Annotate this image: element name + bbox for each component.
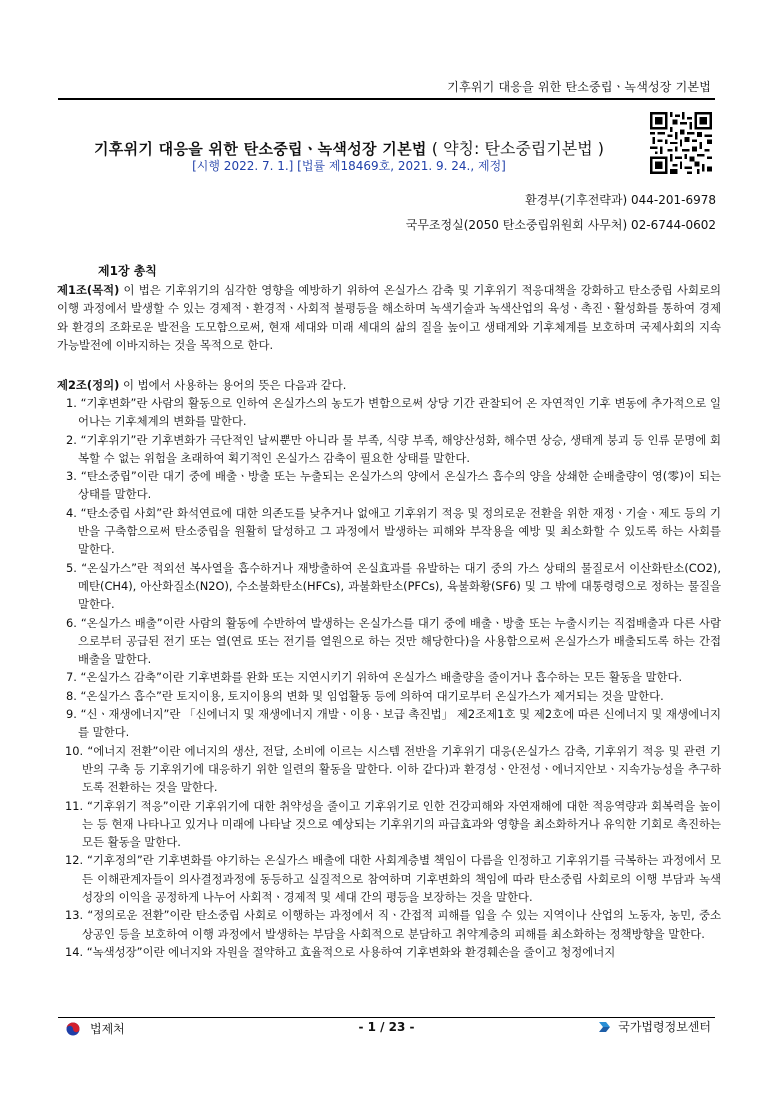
footer-center-label: 국가법령정보센터 bbox=[618, 1020, 711, 1034]
running-header: 기후위기 대응을 위한 탄소중립ㆍ녹색성장 기본법 bbox=[447, 80, 711, 94]
definition-list bbox=[57, 394, 721, 961]
definition-item: 14. “녹색성장”이란 에너지와 자원을 절약하고 효율적으로 사용하여 기후변화와 환경훼손을 줄이고 청정에너지 bbox=[65, 944, 616, 959]
definition-item: 12. “기후정의”란 기후변화를 야기하는 온실가스 배출에 대한 사회계층별 책임이 다름을 인정하고 기후위기를 극복하는 과정에서 모든 이해관계자들이 의사결정과정에 동등하고 실질적으로 참여하며 기후변화의 책임에 따라 탄소중립 사회로의 이행 부담과 녹색성장의 이익을 공정하게 나누어 사회적ㆍ경제적 및 세대 간의 평등을 보장하는 것을 말한다. bbox=[65, 853, 721, 905]
definition-item: 8. “온실가스 흡수”란 토지이용, 토지이용의 변화 및 임업활동 등에 의하여 대기로부터 온실가스가 제거되는 것을 말한다. bbox=[66, 688, 664, 703]
page-number: - 1 / 23 - bbox=[358, 1020, 415, 1034]
definition-item: 7. “온실가스 감축”이란 기후변화를 완화 또는 지연시키기 위하여 온실가스 배출량을 줄이거나 흡수하는 모든 활동을 말한다. bbox=[66, 670, 683, 685]
footer-right bbox=[597, 1018, 711, 1035]
article-2-title: 제2조(정의) bbox=[57, 378, 120, 392]
definition-item: 11. “기후위기 적응”이란 기후위기에 대한 취약성을 줄이고 기후위기로 인한 건강피해와 자연재해에 대한 적응역량과 회복력을 높이는 등 현재 나타나고 있거나 미래에 나타날 것으로 예상되는 기후위기의 파급효과와 영향을 최소화하거나 유익한 기회로 촉진하는 모든 활동을 말한다. bbox=[65, 798, 721, 850]
definition-item: 1. “기후변화”란 사람의 활동으로 인하여 온실가스의 농도가 변함으로써 상당 기간 관찰되어 온 자연적인 기후 변동에 추가적으로 일어나는 기후체계의 변화를 말한다. bbox=[66, 396, 721, 429]
definition-item: 10. “에너지 전환”이란 에너지의 생산, 전달, 소비에 이르는 시스템 전반을 기후위기 대응(온실가스 감축, 기후위기 적응 및 관련 기반의 구축 등 기후위기에 대응하기 위한 일련의 활동을 말한다. 이하 같다)과 환경성ㆍ안전성ㆍ에너지안보ㆍ지속가능성을 추구하도록 전환하는 것을 말한다. bbox=[65, 743, 721, 795]
chapter-title: 제1장 총칙 bbox=[98, 264, 157, 278]
article-2 bbox=[57, 376, 721, 394]
doc-subtitle[interactable]: [시행 2022. 7. 1.] [법률 제18469호, 2021. 9. 24., 제정] bbox=[192, 159, 506, 173]
definition-item: 3. “탄소중립”이란 대기 중에 배출ㆍ방출 또는 누출되는 온실가스의 양에서 온실가스 흡수의 양을 상쇄한 순배출량이 영(零)이 되는 상태를 말한다. bbox=[66, 469, 721, 502]
article-1 bbox=[57, 281, 721, 354]
footer-org-label: 법제처 bbox=[90, 1022, 125, 1036]
title-block bbox=[58, 136, 640, 159]
article-2-intro: 이 법에서 사용하는 용어의 뜻은 다음과 같다. bbox=[119, 378, 347, 392]
definition-item: 2. “기후위기”란 기후변화가 극단적인 날씨뿐만 아니라 물 부족, 식량 부족, 해양산성화, 해수면 상승, 생태계 붕괴 등 인류 문명에 회복할 수 없는 위험을 초래하여 획기적인 온실가스 감축이 필요한 상태를 말한다. bbox=[66, 432, 721, 465]
definition-item: 13. “정의로운 전환”이란 탄소중립 사회로 이행하는 과정에서 직ㆍ간접적 피해를 입을 수 있는 지역이나 산업의 노동자, 농민, 중소상공인 등을 보호하여 이행 과정에서 발생하는 부담을 사회적으로 분담하고 취약계층의 피해를 최소화하는 정책방향을 말한다. bbox=[65, 908, 721, 941]
law-center-logo-icon bbox=[597, 1019, 613, 1035]
definition-item: 5. “온실가스”란 적외선 복사열을 흡수하거나 재방출하여 온실효과를 유발하는 대기 중의 가스 상태의 물질로서 이산화탄소(CO2), 메탄(CH4), 아산화질소(N2O), 수소불화탄소(HFCs), 과불화탄소(PFCs), 육불화황(SF6) 및 그 밖에 대통령령으로 정하는 물질을 말한다. bbox=[66, 560, 721, 612]
definition-item: 9. “신ㆍ재생에너지”란 「신에너지 및 재생에너지 개발ㆍ이용ㆍ보급 촉진법」 제2조제1호 및 제2호에 따른 신에너지 및 재생에너지를 말한다. bbox=[66, 707, 721, 740]
definition-item: 6. “온실가스 배출”이란 사람의 활동에 수반하여 발생하는 온실가스를 대기 중에 배출ㆍ방출 또는 누출시키는 직접배출과 다른 사람으로부터 공급된 전기 또는 열(연료 또는 전기를 열원으로 하는 것만 해당한다)을 사용함으로써 온실가스가 배출되도록 하는 간접배출을 말한다. bbox=[66, 615, 721, 667]
contact-office: 국무조정실(2050 탄소중립위원회 사무처) 02-6744-0602 bbox=[405, 218, 716, 232]
qr-code-icon[interactable] bbox=[650, 112, 712, 174]
doc-title: 기후위기 대응을 위한 탄소중립ㆍ녹색성장 기본법 bbox=[93, 140, 427, 158]
contact-ministry: 환경부(기후전략과) 044-201-6978 bbox=[525, 193, 716, 207]
article-1-title: 제1조(목적) bbox=[57, 283, 120, 297]
header-rule bbox=[58, 98, 715, 100]
article-1-text: 이 법은 기후위기의 심각한 영향을 예방하기 위하여 온실가스 감축 및 기후위기 적응대책을 강화하고 탄소중립 사회로의 이행 과정에서 발생할 수 있는 경제적ㆍ환경적ㆍ사회적 불평등을 해소하며 녹색기술과 녹색산업의 육성ㆍ촉진ㆍ활성화를 통하여 경제와 환경의 조화로운 발전을 도모함으로써, 현재 세대와 미래 세대의 삶의 질을 높이고 생태계와 기후체계를 보호하며 국제사회의 지속가능발전에 이바지하는 것을 목적으로 한다. bbox=[57, 283, 721, 352]
doc-title-abbr: ( 약칭: 탄소중립기본법 ) bbox=[431, 139, 605, 158]
definition-item: 4. “탄소중립 사회”란 화석연료에 대한 의존도를 낮추거나 없애고 기후위기 적응 및 정의로운 전환을 위한 재정ㆍ기술ㆍ제도 등의 기반을 구축함으로써 탄소중립을 원활히 달성하고 그 과정에서 발생하는 피해와 부작용을 예방 및 최소화할 수 있도록 하는 사회를 말한다. bbox=[66, 505, 721, 557]
